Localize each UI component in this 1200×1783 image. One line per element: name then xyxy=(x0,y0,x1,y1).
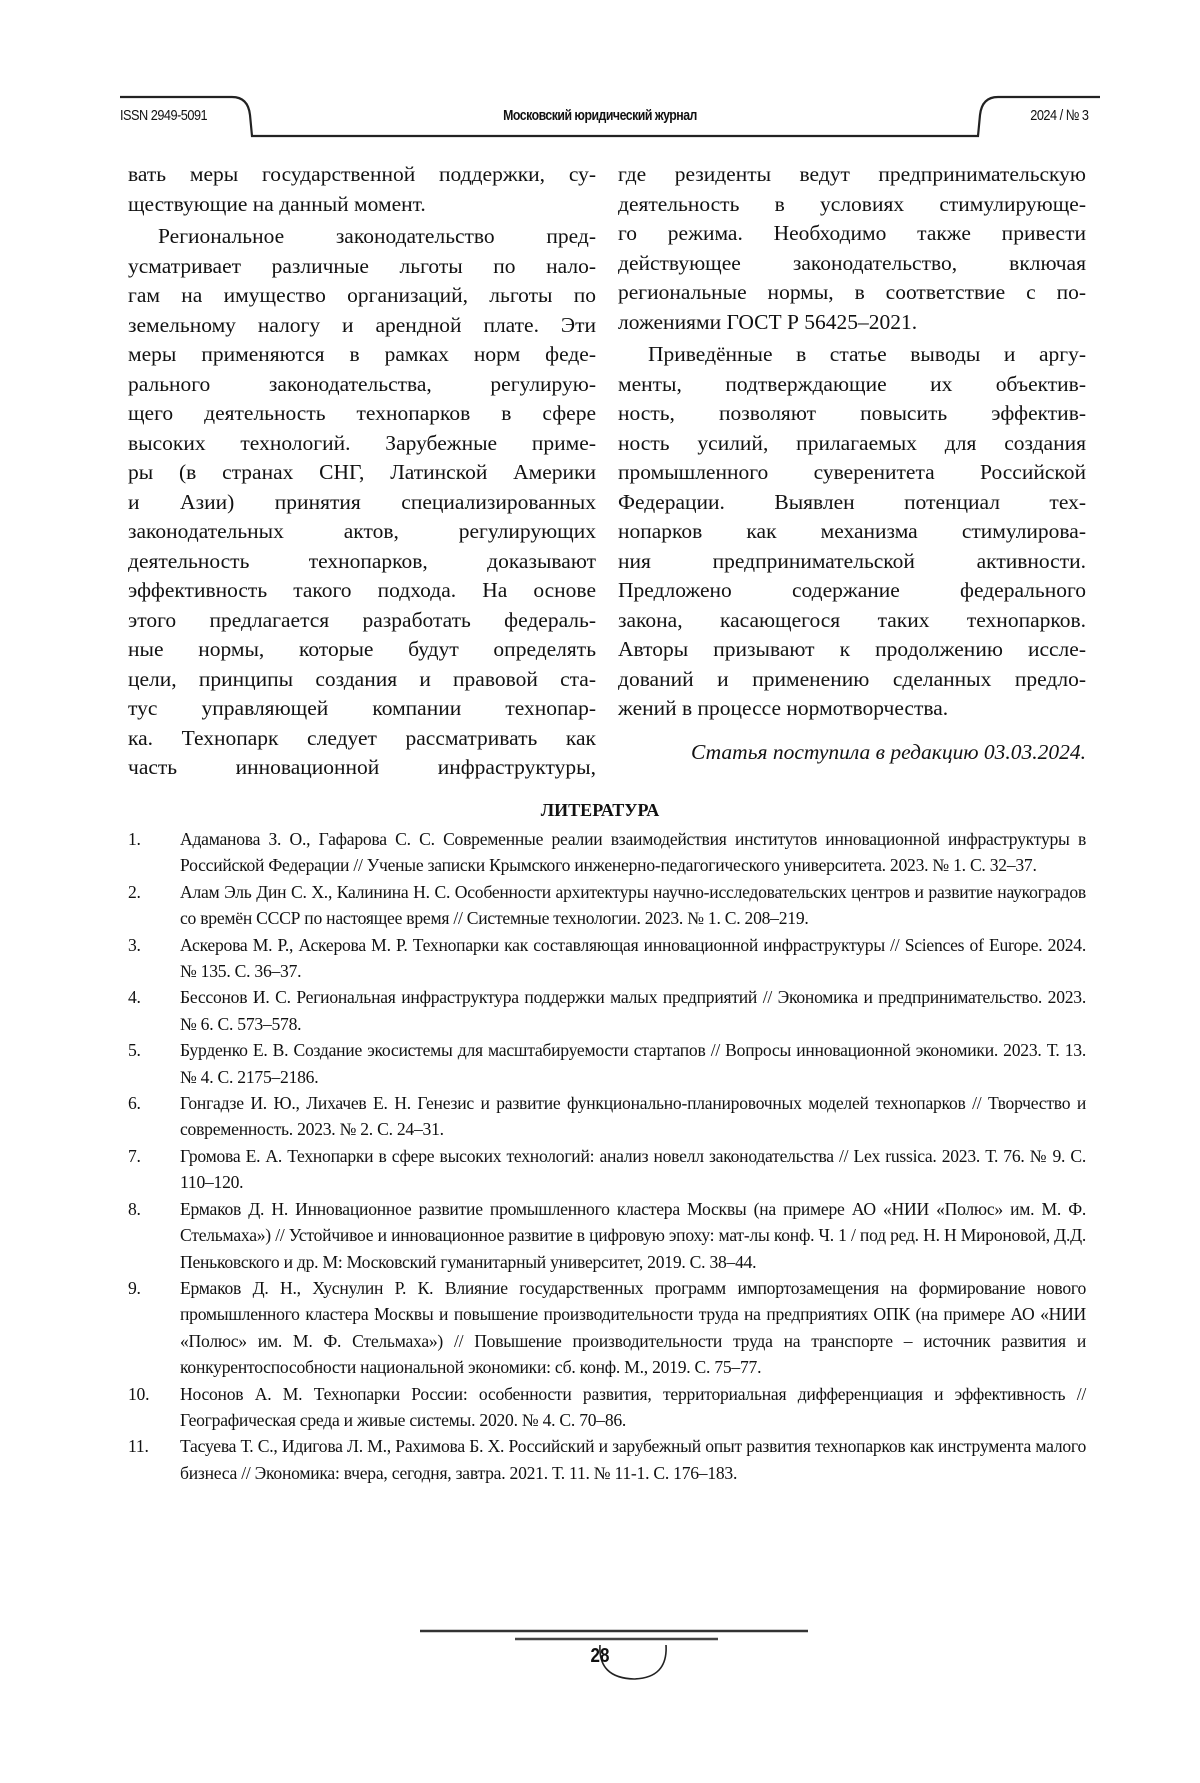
page-number: 28 xyxy=(90,1645,1110,1668)
text-line: щего деятельность технопарков в сфере xyxy=(128,399,596,429)
text-line: земельному налогу и арендной плате. Эти xyxy=(128,311,596,341)
text-line: Региональное законодательство пред- xyxy=(128,222,596,252)
reference-number: 1. xyxy=(128,826,180,879)
text-line: менты, подтверждающие их объектив- xyxy=(618,370,1086,400)
reference-number: 7. xyxy=(128,1143,180,1196)
text-line: ные нормы, которые будут определять xyxy=(128,635,596,665)
reference-item xyxy=(128,1090,1086,1143)
reference-item xyxy=(128,1196,1086,1275)
text-line: Предложено содержание федерального xyxy=(618,576,1086,606)
text-line: этого предлагается разработать федераль- xyxy=(128,606,596,636)
text-line: и Азии) принятия специализированных xyxy=(128,488,596,518)
text-line: эффективность такого подхода. На основе xyxy=(128,576,596,606)
text-line: ры (в странах СНГ, Латинской Америки xyxy=(128,458,596,488)
references-title: ЛИТЕРАТУРА xyxy=(0,800,1200,821)
reference-number: 11. xyxy=(128,1433,180,1486)
text-line: дований и применению сделанных предло- xyxy=(618,665,1086,695)
text-line: действующее законодательство, включая xyxy=(618,249,1086,279)
paragraph xyxy=(618,340,1086,724)
text-line: ность, позволяют повысить эффектив- xyxy=(618,399,1086,429)
text-line: вать меры государственной поддержки, су- xyxy=(128,160,596,190)
text-line: высоких технологий. Зарубежные приме- xyxy=(128,429,596,459)
issue-number: 2024 / № 3 xyxy=(1030,107,1088,124)
text-line: где резиденты ведут предпринимательскую xyxy=(618,160,1086,190)
text-line: го режима. Необходимо также привести xyxy=(618,219,1086,249)
text-line: гам на имущество организаций, льготы по xyxy=(128,281,596,311)
reference-item xyxy=(128,1433,1086,1486)
reference-number: 6. xyxy=(128,1090,180,1143)
reference-item xyxy=(128,1143,1086,1196)
reference-text: Ермаков Д. Н., Хуснулин Р. К. Влияние государственных программ импортозамещения на формирование нового промышленного кластера Москвы и повышение производительности труда на предприятиях ОПК (на примере АО «НИИ «Полюс» им. М. Ф. Стельмаха») // Повышение производительности труда на транспорте – источник развития и конкурентоспособности национальной экономики: сб. конф. М., 2019. С. 75–77. xyxy=(180,1275,1086,1381)
reference-item xyxy=(128,984,1086,1037)
issn: ISSN 2949-5091 xyxy=(120,107,207,124)
text-line: рального законодательства, регулирую- xyxy=(128,370,596,400)
paragraph xyxy=(128,222,596,783)
left-column xyxy=(128,160,596,783)
reference-text: Бессонов И. С. Региональная инфраструктура поддержки малых предприятий // Экономика и предпринимательство. 2023. № 6. С. 573–578. xyxy=(180,984,1086,1037)
text-line: ществующие на данный момент. xyxy=(128,190,596,220)
text-line: ния предпринимательской активности. xyxy=(618,547,1086,577)
text-line: жений в процессе нормотворчества. xyxy=(618,694,1086,724)
text-line: часть инновационной инфраструктуры, xyxy=(128,753,596,783)
received-date-note: Статья поступила в редакцию 03.03.2024. xyxy=(618,738,1086,768)
text-line: нопарков как механизма стимулирова- xyxy=(618,517,1086,547)
reference-item xyxy=(128,879,1086,932)
reference-number: 5. xyxy=(128,1037,180,1090)
text-line: региональные нормы, в соответствие с по- xyxy=(618,278,1086,308)
reference-item xyxy=(128,826,1086,879)
references-list xyxy=(128,826,1086,1486)
reference-item xyxy=(128,1037,1086,1090)
reference-number: 10. xyxy=(128,1381,180,1434)
text-line: ность усилий, прилагаемых для создания xyxy=(618,429,1086,459)
text-line: деятельность технопарков, доказывают xyxy=(128,547,596,577)
reference-item xyxy=(128,932,1086,985)
right-column xyxy=(618,160,1086,767)
reference-text: Ермаков Д. Н. Инновационное развитие промышленного кластера Москвы (на примере АО «НИИ «Полюс» им. М. Ф. Стельмаха») // Устойчивое и инновационное развитие в цифровую эпоху: мат-лы конф. Ч. 1 / под ред. Н. Н Мироновой, Д.Д. Пеньковского и др. М: Московский гуманитарный университет, 2019. С. 38–44. xyxy=(180,1196,1086,1275)
text-line: законодательных актов, регулирующих xyxy=(128,517,596,547)
paragraph xyxy=(128,160,596,219)
reference-text: Тасуева Т. С., Идигова Л. М., Рахимова Б. Х. Российский и зарубежный опыт развития технопарков как инструмента малого бизнеса // Экономика: вчера, сегодня, завтра. 2021. Т. 11. № 11-1. С. 176–183. xyxy=(180,1433,1086,1486)
reference-number: 3. xyxy=(128,932,180,985)
reference-number: 4. xyxy=(128,984,180,1037)
text-line: Приведённые в статье выводы и аргу- xyxy=(618,340,1086,370)
text-line: цели, принципы создания и правовой ста- xyxy=(128,665,596,695)
text-line: ка. Технопарк следует рассматривать как xyxy=(128,724,596,754)
reference-text: Бурденко Е. В. Создание экосистемы для масштабируемости стартапов // Вопросы инновационной экономики. 2023. Т. 13. № 4. С. 2175–2186. xyxy=(180,1037,1086,1090)
journal-title: Московский юридический журнал xyxy=(108,107,1092,124)
reference-text: Носонов А. М. Технопарки России: особенности развития, территориальная дифференциация и эффективность // Географическая среда и живые системы. 2020. № 4. С. 70–86. xyxy=(180,1381,1086,1434)
reference-number: 9. xyxy=(128,1275,180,1381)
paragraph xyxy=(618,160,1086,337)
text-line: промышленного суверенитета Российской xyxy=(618,458,1086,488)
text-line: усматривает различные льготы по нало- xyxy=(128,252,596,282)
reference-item xyxy=(128,1275,1086,1381)
text-line: меры применяются в рамках норм феде- xyxy=(128,340,596,370)
text-line: Авторы призывают к продолжению иссле- xyxy=(618,635,1086,665)
text-line: Федерации. Выявлен потенциал тех- xyxy=(618,488,1086,518)
text-line: тус управляющей компании технопар- xyxy=(128,694,596,724)
text-line: ложениями ГОСТ Р 56425–2021. xyxy=(618,308,1086,338)
reference-text: Адаманова З. О., Гафарова С. С. Современные реалии взаимодействия институтов инновационной инфраструктуры в Российской Федерации // Ученые записки Крымского инженерно-педагогического университета. 2023. № 1. С. 32–37. xyxy=(180,826,1086,879)
reference-text: Алам Эль Дин С. Х., Калинина Н. С. Особенности архитектуры научно-исследовательских центров и развитие наукоградов со времён СССР по настоящее время // Системные технологии. 2023. № 1. С. 208–219. xyxy=(180,879,1086,932)
text-line: деятельность в условиях стимулирующе- xyxy=(618,190,1086,220)
reference-item xyxy=(128,1381,1086,1434)
reference-text: Аскерова М. Р., Аскерова М. Р. Технопарки как составляющая инновационной инфраструктуры // Sciences of Europe. 2024. № 135. С. 36–37. xyxy=(180,932,1086,985)
reference-text: Гонгадзе И. Ю., Лихачев Е. Н. Генезис и развитие функционально-планировочных моделей технопарков // Творчество и современность. 2023. № 2. С. 24–31. xyxy=(180,1090,1086,1143)
reference-number: 8. xyxy=(128,1196,180,1275)
text-line: закона, касающегося таких технопарков. xyxy=(618,606,1086,636)
reference-number: 2. xyxy=(128,879,180,932)
reference-text: Громова Е. А. Технопарки в сфере высоких технологий: анализ новелл законодательства // Lex russica. 2023. Т. 76. № 9. С. 110–120. xyxy=(180,1143,1086,1196)
